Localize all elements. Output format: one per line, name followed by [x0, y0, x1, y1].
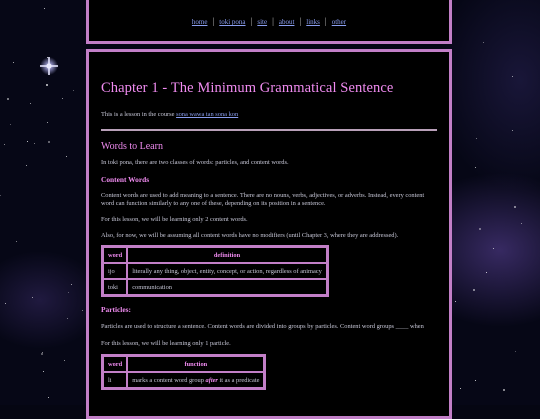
column-header-word: word: [103, 247, 127, 263]
table-header-row: [103, 247, 327, 263]
particles-description: Particles are used to structure a sentence. Content words are divided into groups by particles. Content word groups ____ when: [101, 323, 424, 330]
particles-heading: Particles:: [101, 305, 131, 314]
word-classes-text: In toki pona, there are two classes of words: particles, and content words.: [101, 159, 289, 166]
function-emphasis: after: [205, 376, 218, 384]
star: [62, 98, 63, 99]
nav-link-links[interactable]: links: [306, 18, 320, 26]
nav-link-other[interactable]: other: [331, 18, 347, 26]
definition-cell: literally any thing, object, entity, concept, or action, regardless of animacy: [127, 263, 327, 279]
nav-link-about[interactable]: about: [278, 18, 295, 26]
content-words-count: For this lesson, we will be learning only 2 content words.: [101, 216, 248, 223]
nav-separator: |: [250, 16, 253, 26]
star: [73, 90, 74, 91]
function-text: marks a content word group: [132, 376, 206, 384]
nav-link-site[interactable]: site: [257, 18, 268, 26]
top-nav: [89, 16, 449, 26]
content-panel: [86, 49, 452, 419]
particles-table: [101, 354, 266, 390]
star: [475, 167, 476, 168]
nav-separator: |: [299, 16, 302, 26]
content-words-heading: Content Words: [101, 175, 150, 184]
function-cell: [127, 372, 264, 388]
course-intro: [101, 111, 437, 119]
nav-separator: |: [324, 16, 327, 26]
course-intro-text: This is a lesson in the course: [101, 111, 177, 118]
word-cell: toki: [103, 279, 127, 295]
column-header-function: function: [127, 356, 264, 372]
nav-separator: |: [212, 16, 215, 26]
table-row: [103, 372, 264, 388]
word-cell: ijo: [103, 263, 127, 279]
word-cell: li: [103, 372, 127, 388]
content-words-table: [101, 245, 329, 297]
nav-link-home[interactable]: home: [191, 18, 208, 26]
star: [486, 272, 487, 273]
page-title: Chapter 1 - The Minimum Grammatical Sentence: [101, 80, 394, 96]
bright-star: [40, 57, 58, 75]
column-header-word: word: [103, 356, 127, 372]
star: [483, 42, 484, 43]
section-divider: [101, 129, 437, 131]
function-text: it as a predicate: [217, 376, 260, 384]
course-link[interactable]: sona wawa tan sona kon: [176, 111, 239, 118]
nav-panel: [86, 0, 452, 44]
modifiers-note: Also, for now, we will be assuming all content words have no modifiers (until Chapter 3, where they are addressed).: [101, 232, 399, 239]
column-header-definition: definition: [127, 247, 327, 263]
star: [16, 241, 17, 242]
definition-cell: communication: [127, 279, 327, 295]
nav-link-toki-pona[interactable]: toki pona: [219, 18, 246, 26]
star: [515, 351, 516, 352]
table-row: [103, 279, 327, 295]
particles-count: For this lesson, we will be learning only 1 particle.: [101, 340, 231, 347]
content-words-description: Content words are used to add meaning to a sentence. There are no nouns, verbs, adjectives, or adverbs. Instead, every content word can function similarly to any one of these, depending on its position in a sentence.: [101, 192, 425, 207]
table-row: [103, 263, 327, 279]
section-heading-words-to-learn: Words to Learn: [101, 141, 163, 152]
star: [13, 62, 14, 63]
table-header-row: [103, 356, 264, 372]
nav-separator: |: [272, 16, 274, 26]
